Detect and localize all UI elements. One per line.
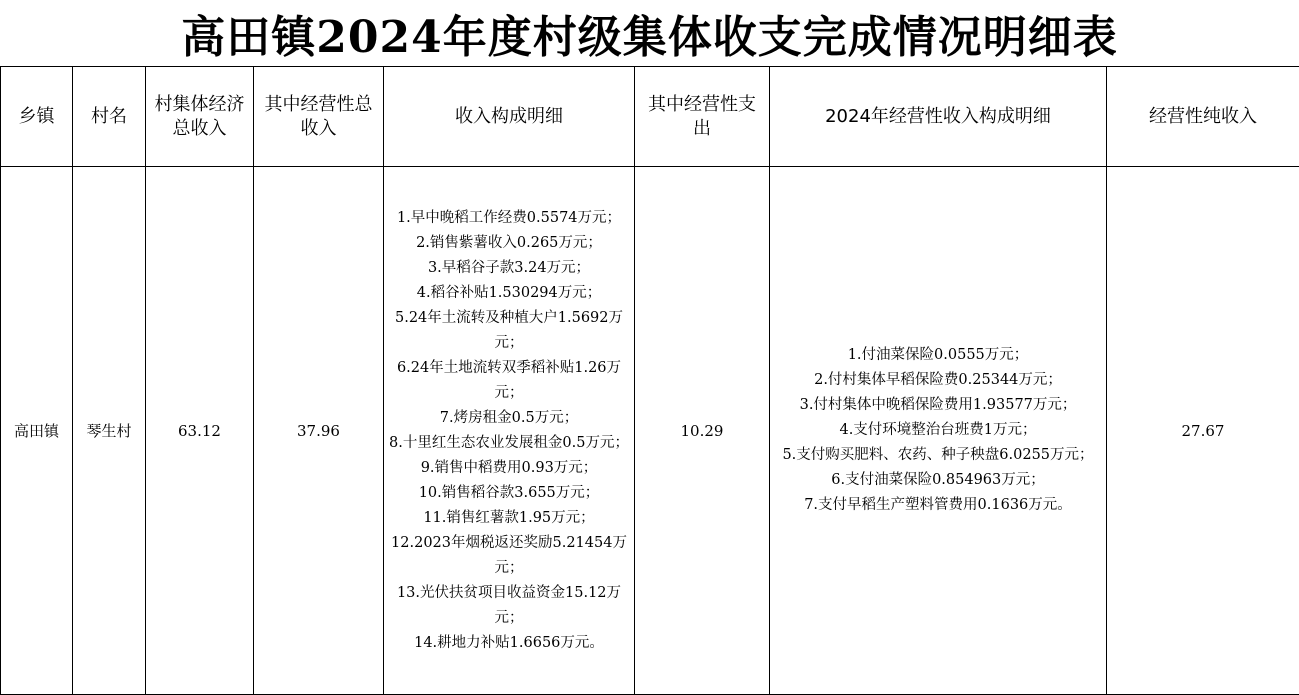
list-item: 3.付村集体中晚稻保险费用1.93577万元； [799, 397, 1077, 413]
cell-township: 高田镇 [1, 167, 73, 695]
cell-village: 琴生村 [73, 167, 146, 695]
list-item: 6.支付油菜保险0.854963万元； [831, 472, 1045, 488]
income-detail-list [384, 206, 634, 656]
list-item: 7.支付早稻生产塑料管费用0.1636万元。 [804, 497, 1072, 513]
list-item: 6.24年土地流转双季稻补贴1.26万元； [396, 359, 622, 401]
header-operating-expense: 其中经营性支出 [635, 67, 770, 167]
list-item: 8.十里红生态农业发展租金0.5万元； [389, 434, 629, 451]
list-item: 5.24年土流转及种植大户1.5692万元； [394, 309, 624, 351]
list-item: 1.早中晚稻工作经费0.5574万元； [396, 209, 622, 226]
list-item: 13.光伏扶贫项目收益资金15.12万元； [396, 584, 622, 626]
list-item: 14.耕地力补贴1.6656万元。 [414, 634, 604, 651]
header-income-detail: 收入构成明细 [384, 67, 635, 167]
header-net-operating-income: 经营性纯收入 [1107, 67, 1299, 167]
detail-table [0, 66, 1299, 695]
list-item: 2.销售紫薯收入0.265万元； [416, 234, 602, 251]
operating-detail-list [770, 343, 1106, 518]
cell-net-operating-income: 27.67 [1107, 167, 1299, 695]
list-item: 12.2023年烟税返还奖励5.21454万元； [391, 534, 627, 576]
list-item: 7.烤房租金0.5万元； [439, 409, 579, 426]
table-row [1, 167, 1299, 695]
cell-operating-income-detail [770, 167, 1107, 695]
list-item: 5.支付购买肥料、农药、种子秧盘6.0255万元； [782, 447, 1094, 463]
header-collective-income: 村集体经济总收入 [146, 67, 254, 167]
list-item: 11.销售红薯款1.95万元； [423, 509, 595, 526]
list-item: 9.销售中稻费用0.93万元； [420, 459, 598, 476]
list-item: 4.稻谷补贴1.530294万元； [416, 284, 602, 301]
header-operating-income-detail: 2024年经营性收入构成明细 [770, 67, 1107, 167]
list-item: 10.销售稻谷款3.655万元； [418, 484, 600, 501]
page-title: 高田镇2024年度村级集体收支完成情况明细表 [181, 12, 1118, 63]
header-row [1, 67, 1299, 167]
header-operating-income: 其中经营性总收入 [254, 67, 384, 167]
cell-operating-expense: 10.29 [635, 167, 770, 695]
list-item: 3.早稻谷子款3.24万元； [427, 259, 591, 276]
list-item: 1.付油菜保险0.0555万元； [847, 347, 1029, 363]
header-township: 乡镇 [1, 67, 73, 167]
list-item: 2.付村集体早稻保险费0.25344万元； [814, 372, 1062, 388]
cell-operating-income: 37.96 [254, 167, 384, 695]
header-village: 村名 [73, 67, 146, 167]
cell-collective-income: 63.12 [146, 167, 254, 695]
list-item: 4.支付环境整治台班费1万元； [839, 422, 1037, 438]
cell-income-detail [384, 167, 635, 695]
